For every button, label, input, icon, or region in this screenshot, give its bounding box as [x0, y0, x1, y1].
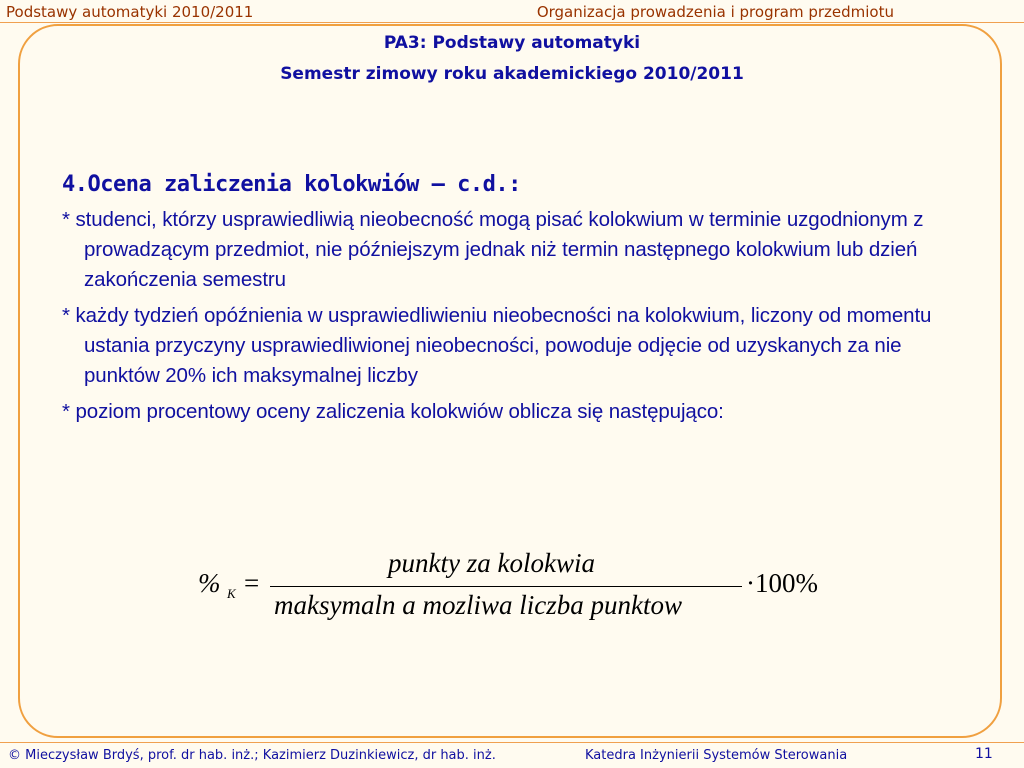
footer-divider — [0, 742, 1024, 743]
header-divider — [0, 22, 1024, 23]
bullet-item: * każdy tydzień opóźnienia w usprawiedliwieniu nieobecności na kolokwium, liczony od momentu ustania przyczyny usprawiedliwionej nieobecności, powoduje odjęcie od uzyskanych za nie punktów 20% ich maksymalnej liczby — [62, 304, 932, 387]
header-course-title: Podstawy automatyki 2010/2011 — [6, 3, 254, 21]
percentage-formula — [198, 548, 838, 628]
formula-lhs: % — [198, 568, 221, 598]
footer-department: Katedra Inżynierii Systemów Sterowania — [585, 748, 848, 763]
formula-equals: = — [244, 568, 260, 598]
bullet-item: * poziom procentowy oceny zaliczenia kolokwiów oblicza się następująco: — [62, 400, 724, 423]
formula-rhs: ·100% — [746, 568, 818, 598]
slide-content — [62, 172, 962, 433]
fraction-bar — [270, 586, 742, 587]
formula-subscript: K — [227, 586, 236, 601]
page-number: 11 — [975, 746, 993, 762]
section-heading: 4.Ocena zaliczenia kolokwiów – c.d.: — [62, 172, 521, 197]
header-bar — [0, 0, 1024, 22]
header-section-title: Organizacja prowadzenia i program przedmiotu — [536, 3, 894, 21]
formula-numerator: punkty za kolokwia — [388, 548, 595, 578]
bullet-item: * studenci, którzy usprawiedliwią nieobecność mogą pisać kolokwium w terminie uzgodnionym z prowadzącym przedmiot, nie późniejszym jednak niż termin następnego kolokwium lub dzień zakończenia semestru — [62, 208, 924, 291]
slide-title: PA3: Podstawy automatyki — [383, 33, 641, 53]
slide-subtitle: Semestr zimowy roku akademickiego 2010/2011 — [280, 64, 744, 84]
footer-authors: © Mieczysław Brdyś, prof. dr hab. inż.; Kazimierz Duzinkiewicz, dr hab. inż. — [8, 748, 496, 763]
formula-denominator: maksymaln a mozliwa liczba punktow — [274, 590, 682, 620]
